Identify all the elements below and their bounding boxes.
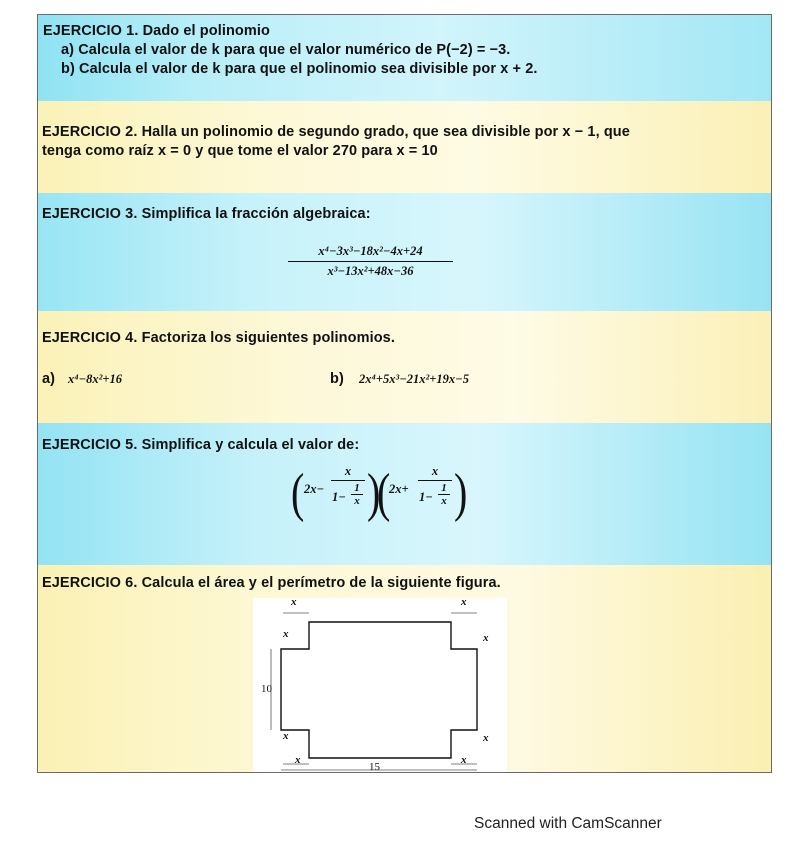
label-lower-left-x: x <box>283 730 289 742</box>
complex-fraction-2: x 1− 1 x <box>418 464 452 512</box>
label-top-left-x: x <box>291 596 297 608</box>
right-paren-2: ) <box>454 461 468 523</box>
label-width: 15 <box>369 761 380 773</box>
geometry-figure <box>253 598 507 773</box>
exercise-5-title: EJERCICIO 5. Simplifica y calcula el valor de: <box>42 437 360 453</box>
left-paren-1: ( <box>291 461 305 523</box>
term-1: 2x− <box>304 482 325 496</box>
exercise-4-b-expression: 2x⁴+5x³−21x²+19x−5 <box>359 372 469 386</box>
algebraic-fraction <box>288 244 453 279</box>
label-height: 10 <box>261 683 272 695</box>
worksheet <box>37 14 772 773</box>
label-top-right-x: x <box>461 596 467 608</box>
left-paren-2: ( <box>377 461 391 523</box>
right-paren-1: ) <box>367 461 381 523</box>
term-2: 2x+ <box>389 482 409 496</box>
exercise-4-band <box>38 311 771 423</box>
exercise-4-title: EJERCICIO 4. Factoriza los siguientes polinomios. <box>42 330 395 346</box>
figure-shape <box>253 598 507 773</box>
label-bottom-left-x: x <box>295 754 301 766</box>
exercise-2-line-1: EJERCICIO 2. Halla un polinomio de segundo grado, que sea divisible por x − 1, que <box>42 124 630 140</box>
exercise-1-part-a: a) Calcula el valor de k para que el valor numérico de P(−2) = −3. <box>61 42 511 58</box>
exercise-1-part-b: b) Calcula el valor de k para que el polinomio sea divisible por x + 2. <box>61 61 538 77</box>
scanner-watermark: Scanned with CamScanner <box>474 815 662 832</box>
exercise-2-line-2: tenga como raíz x = 0 y que tome el valor 270 para x = 10 <box>42 143 438 159</box>
exercise-4-a-expression: x⁴−8x²+16 <box>68 372 123 386</box>
exercise-4-b-label: b) <box>330 371 344 387</box>
fraction-bar <box>288 261 453 262</box>
label-upper-left-x: x <box>283 628 289 640</box>
exercise-3-title: EJERCICIO 3. Simplifica la fracción algebraica: <box>42 206 371 222</box>
label-lower-right-x: x <box>483 732 489 744</box>
label-upper-right-x: x <box>483 632 489 644</box>
exercise-6-title: EJERCICIO 6. Calcula el área y el perímetro de la siguiente figura. <box>42 575 501 591</box>
fraction-denominator: x³−13x²+48x−36 <box>327 264 414 278</box>
label-bottom-right-x: x <box>461 754 467 766</box>
exercise-1-title: EJERCICIO 1. Dado el polinomio <box>43 23 270 39</box>
complex-fraction-1: x 1− 1 x <box>331 464 365 512</box>
exercise-4-a-label: a) <box>42 371 56 387</box>
fraction-numerator: x⁴−3x³−18x²−4x+24 <box>318 244 423 258</box>
